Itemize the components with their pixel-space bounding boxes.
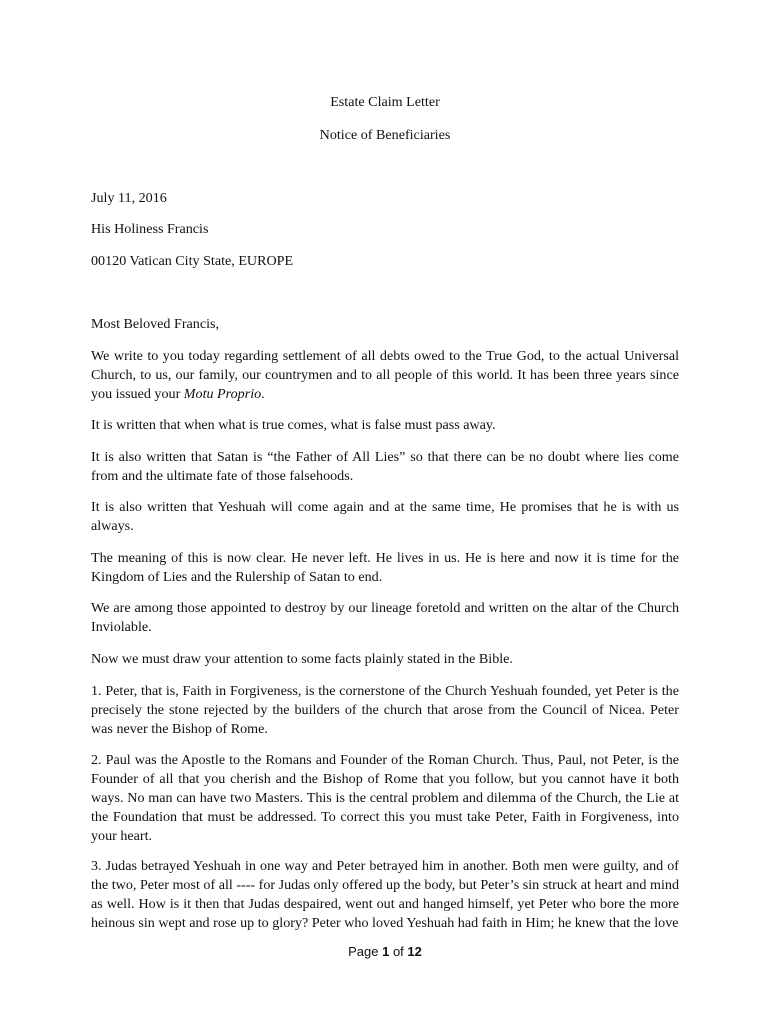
paragraph-10: 3. Judas betrayed Yeshuah in one way and Peter betrayed him in another. Both men were guilty, and of the two, Peter most of all ---- for Judas only offered up the body, but Peter’s sin struck at heart and mind as well. How is it then that Judas despaired, went out and hanged himself, yet Peter who bore the more heinous sin wept and rose up to glory? Peter who loved Yeshuah had faith in Him; he knew that the love <box>91 858 679 931</box>
paragraph-8: 1. Peter, that is, Faith in Forgiveness, is the cornerstone of the Church Yeshuah founded, yet Peter is the precisely the stone rejected by the builders of the church that arose from the Council of Nicea. Peter was never the Bishop of Rome. <box>91 683 679 737</box>
paragraph-9: 2. Paul was the Apostle to the Romans and Founder of the Roman Church. Thus, Paul, not Peter, is the Founder of all that you cherish and the Bishop of Rome that you follow, but you cannot have it both ways. No man can have two Masters. This is the central problem and dilemma of the Church, the Lie at the Foundation that must be addressed. To correct this you must take Peter, Faith in Forgiveness, into your heart. <box>91 752 679 844</box>
page-word: Page <box>348 944 379 959</box>
page-footer <box>0 942 770 961</box>
recipient-address: 00120 Vatican City State, EUROPE <box>91 253 294 269</box>
paragraph-2: It is written that when what is true comes, what is false must pass away. <box>91 417 496 433</box>
letter-title: Estate Claim Letter <box>330 94 440 110</box>
letter-subtitle: Notice of Beneficiaries <box>319 127 451 143</box>
paragraph-6: We are among those appointed to destroy by our lineage foretold and written on the altar of the Church Inviolable. <box>91 600 679 635</box>
paragraph-1-italic: Motu Proprio <box>183 386 262 402</box>
letter-date: July 11, 2016 <box>91 190 167 206</box>
paragraph-3: It is also written that Satan is “the Father of All Lies” so that there can be no doubt where lies come from and the ultimate fate of those falsehoods. <box>91 449 679 484</box>
paragraph-4: It is also written that Yeshuah will come again and at the same time, He promises that he is with us always. <box>91 499 679 534</box>
total-pages-number: 12 <box>407 944 422 959</box>
recipient-name: His Holiness Francis <box>91 221 209 237</box>
paragraph-5: The meaning of this is now clear. He never left. He lives in us. He is here and now it is time for the Kingdom of Lies and the Rulership of Satan to end. <box>91 550 679 585</box>
salutation: Most Beloved Francis, <box>91 316 220 332</box>
paragraph-1-end: . <box>261 386 265 402</box>
paragraph-1 <box>91 347 679 404</box>
paragraph-1-text: We write to you today regarding settlement of all debts owed to the True God, to the actual Universal Church, to us, our family, our countrymen and to all people of this world. It has been three years since you issued your <box>91 348 679 402</box>
current-page-number: 1 <box>382 944 390 959</box>
paragraph-7: Now we must draw your attention to some facts plainly stated in the Bible. <box>91 651 513 667</box>
of-word: of <box>392 944 404 959</box>
